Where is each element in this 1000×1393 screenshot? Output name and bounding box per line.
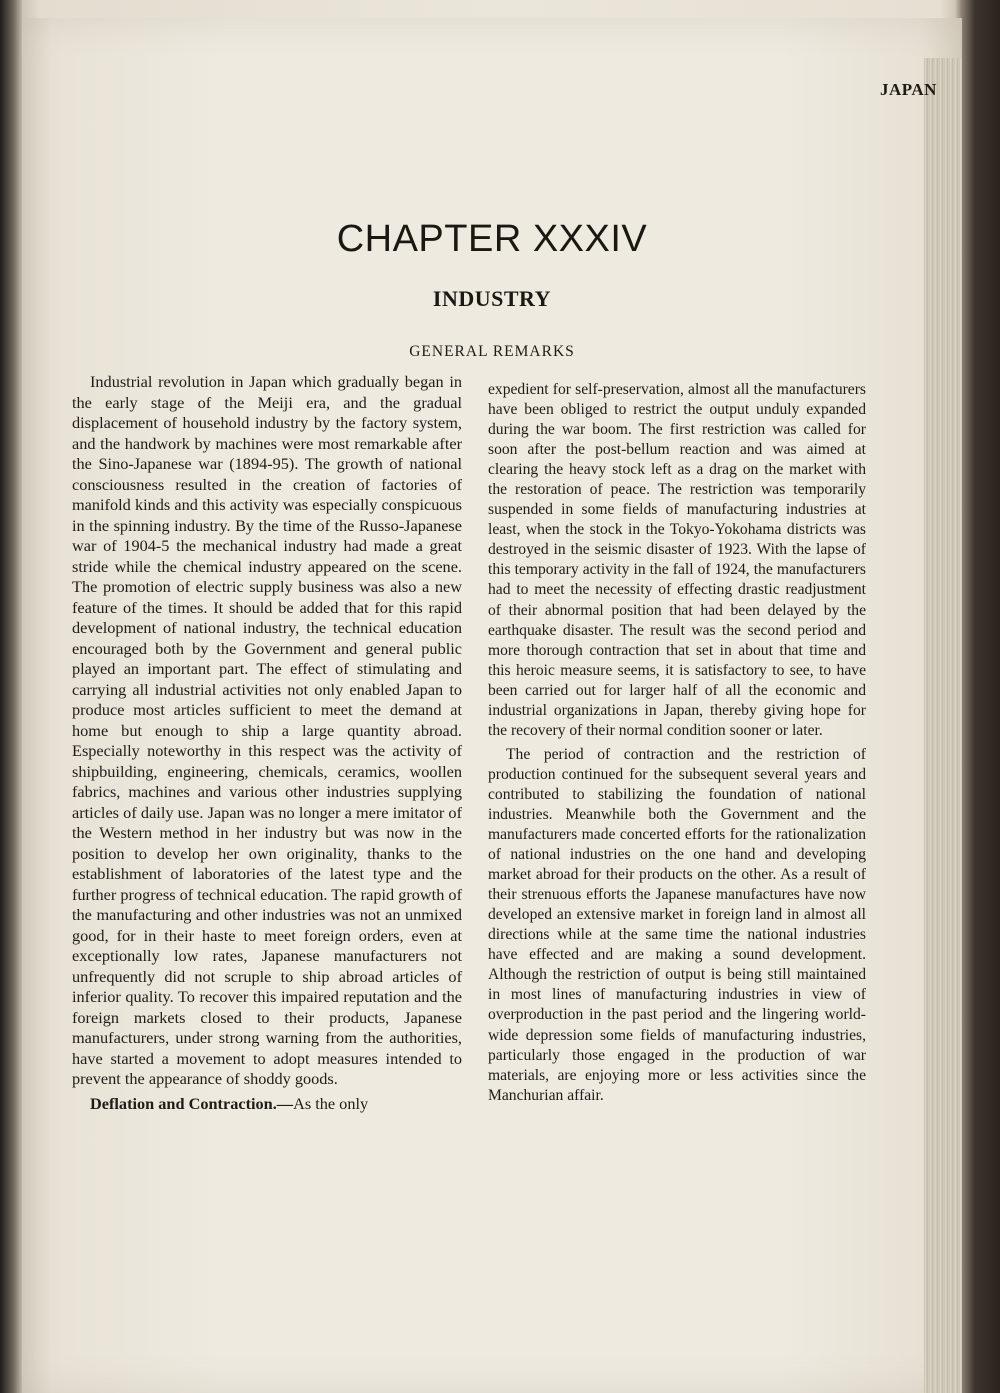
running-head: JAPAN [880,80,937,99]
deflation-text: As the only [293,1093,369,1113]
right-paragraph-1: expedient for self-preservation, almost all the manufacturers have been obliged to restrict the output unduly expanded during the war boom. The first restriction was called for soon after the post-bellum reaction and was aimed at clearing the heavy stock left as a drag on the market with the restoration of peace. The restriction was temporarily suspended in some fields of manufacturing industries at least, when the stock in the Tokyo-Yokohama districts was destroyed in the seismic disaster of 1923. With the lapse of this temporary activity in the fall of 1924, the manufacturers had to meet the necessity of effecting drastic readjustment of their abnormal position that had been delayed by the earthquake disaster. The result was the second period and more thorough contraction that set in about that time and this heroic measure seems, it is satisfactory to see, to have been carried out for larger half of all the economic and industrial organizations in Japan, thereby giving hope for the recovery of their normal condition sooner or later. [488,381,866,739]
left-paragraph-1: Industrial revolution in Japan which gradually began in the early stage of the Meiji era, and the gradual displacement of household industry by the factory system, and the handwork by machines were most remarkable after the Sino-Japanese war (1894-95). The growth of national consciousness resulted in the creation of factories of manifold kinds and this activity was especially conspicuous in the spinning industry. By the time of the Russo-Japanese war of 1904-5 the mechanical industry had made a great stride while the chemical industry appeared on the scene. The promotion of electric supply business was also a new feature of the times. It should be added that for this rapid development of national industry, the technical education encouraged both by the Government and general public played an important part. The effect of stimulating and carrying all industrial activities not only enabled Japan to produce most articles sufficient to meet the demand at home but enough to ship a large quantity abroad. Especially noteworthy in this respect was the activity of shipbuilding, engineering, chemicals, ceramics, woollen fabrics, machines and various other industries supplying articles of daily use. Japan was no longer a mere imitator of the Western method in her industry but was now in the position to develop her own originality, thanks to the establishment of laboratories of the latest type and the further progress of technical education. The rapid growth of the manufacturing and other industries was not an unmixed good, for in their haste to meet foreign orders, even at exceptionally low rates, Japanese manufacturers not unfrequently did not scruple to ship abroad articles of inferior quality. To recover this impaired reputation and the foreign markets closed to their products, Japanese manufacturers, under strong warning from the authorities, have started a movement to adopt measures intended to prevent the appearance of shoddy goods. [72,372,462,1088]
chapter-title: CHAPTER XXXIV [336,218,648,260]
book-page [22,18,962,1393]
previous-page-edge [0,0,22,1393]
left-paragraph-2 [72,1094,462,1115]
right-paragraph-2: The period of contraction and the restriction of production continued for the subsequent several years and contributed to stabilizing the foundation of national industries. Meanwhile both the Government and the manufacturers made concerted efforts for the rationalization of national industries on the one hand and developing market abroad for their products on the other. As a result of their strenuous efforts the Japanese manufactures have now developed an extensive market in foreign land in almost all directions while at the same time the national industries have effected and are making a sound development. Although the restriction of output is being still maintained in most lines of manufacturing industries in view of overproduction in the past period and the lingering world-wide depression some fields of manufacturing industries, particularly those engaged in the production of war materials, are enjoying more or less activities since the Manchurian affair. [488,745,866,1104]
left-column [72,372,462,1114]
subsection-title: GENERAL REMARKS [409,343,575,360]
deflation-heading: Deflation and Contraction.— [90,1093,294,1113]
right-column [488,380,866,1106]
section-title: INDUSTRY [432,286,552,311]
